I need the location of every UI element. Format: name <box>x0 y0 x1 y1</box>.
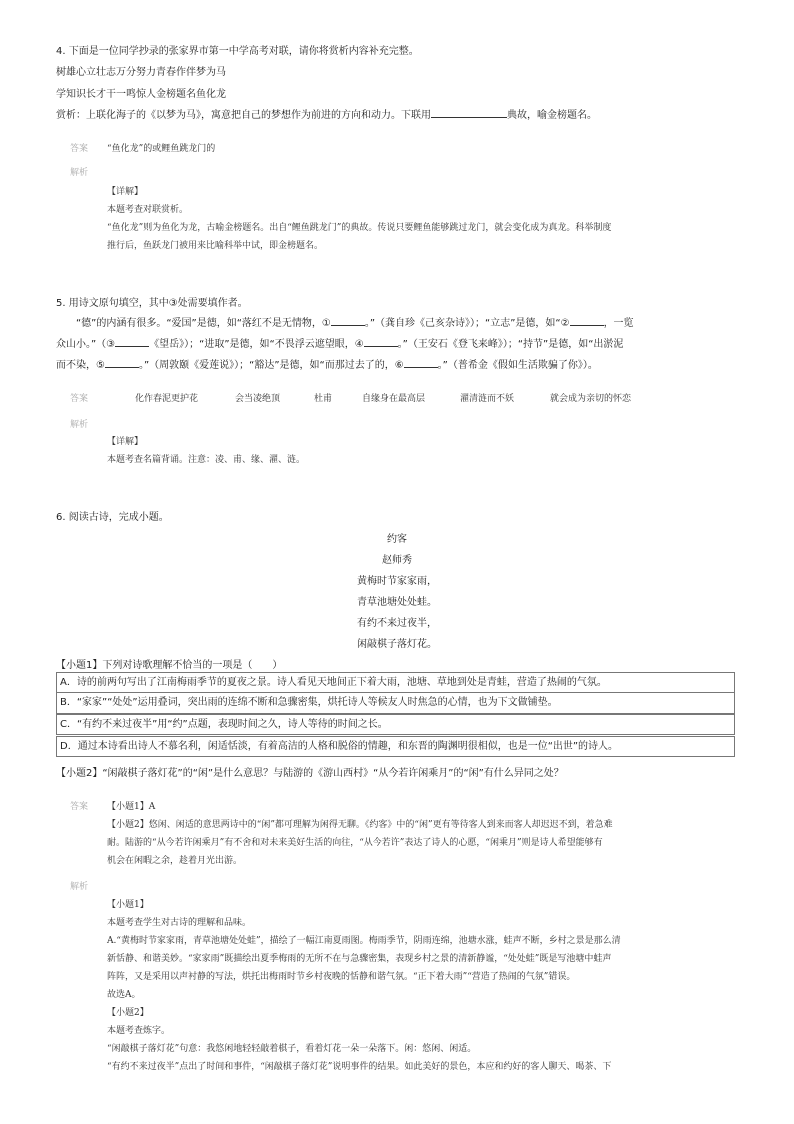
option-c[interactable]: C．“有约不来过夜半”用“约”点题，表现时间之久，诗人等待的时间之长。 <box>56 714 735 735</box>
q5-line2 <box>56 335 623 350</box>
q5-blank-6[interactable] <box>404 357 438 368</box>
q6-a1-2: A.“黄梅时节家家雨，青草池塘处处蛙”，描绘了一幅江南夏雨图。梅雨季节，阴雨连绵，池塘水涨，蛙声不断，乡村之景是那么清 <box>107 936 621 946</box>
q4-couplet-line1: 树雄心立壮志万分努力青春作伴梦为马 <box>56 67 226 78</box>
q4-answer-label: 答案 <box>70 144 89 154</box>
q5-detail-title: 【详解】 <box>107 437 144 447</box>
q6-analysis-label: 解析 <box>70 882 89 892</box>
q5-line2-b: 《望岳》）；“进取”是德，如“不畏浮云遮望眼，④ <box>149 339 364 350</box>
q5-answer-2: 会当凌绝顶 <box>235 394 281 404</box>
q5-title: 5. 用诗文原句填空，其中③处需要填作者。 <box>56 298 248 309</box>
q5-line1-c: ，一览 <box>603 318 634 329</box>
q4-detail-1: 本题考查对联赏析。 <box>107 205 189 215</box>
q6-answer-2c: 机会在闲暇之余，趁着月光出游。 <box>107 856 243 866</box>
q5-line3-c: 。”（普希金《假如生活欺骗了你》）。 <box>437 360 598 371</box>
q6-a1-4: 阵阵，又是采用以声衬静的写法，烘托出梅雨时节乡村夜晚的恬静和谐气氛。“正下着大雨”“营造了热闹的气氛”错误。 <box>107 972 576 982</box>
q4-appreciation-b: 典故，喻金榜题名。 <box>507 110 597 121</box>
q6-a2-3: “有约不来过夜半”点出了时间和事件，“闲敲棋子落灯花”说明事件的结果。如此美好的景色，本应和约好的客人聊天、喝茶、下 <box>107 1062 612 1072</box>
q5-blank-5[interactable] <box>105 357 139 368</box>
q5-detail-1: 本题考查名篇背诵。注意：凌、甫、缘、濯、涟。 <box>107 455 306 465</box>
option-d[interactable]: D．通过本诗看出诗人不慕名利，闲适恬淡，有着高洁的人格和脱俗的情趣，和东晋的陶渊明很相似，也是一位“出世”的诗人。 <box>56 736 735 757</box>
q5-blank-3[interactable] <box>115 336 149 347</box>
q5-line3-a: 而不染，⑤ <box>56 360 105 371</box>
q6-sub2: 【小题2】“闲敲棋子落灯花”的“闲”是什么意思？与陆游的《游山西村》“从今若许闲乘月”的“闲”有什么异同之处？ <box>56 768 564 779</box>
q5-line3-b: 。”（周敦颐《爱莲说》）；“豁达”是德，如“而那过去了的，⑥ <box>138 360 404 371</box>
q6-answer-2b: 耐。陆游的“从今若许闲乘月”有不舍和对未来美好生活的向往，“从今若许”表达了诗人的心愿，“闲乘月”则是诗人希望能够有 <box>107 838 603 848</box>
q6-answer-label: 答案 <box>70 802 89 812</box>
option-a[interactable]: A．诗的前两句写出了江南梅雨季节的夏夜之景。诗人看见天地间正下着大雨，池塘、草地到处是青蛙，营造了热闹的气氛。 <box>56 672 735 693</box>
q4-detail-title: 【详解】 <box>107 187 144 197</box>
poem-line-4: 闲敲棋子落灯花。 <box>357 639 437 650</box>
q5-answer-5: 濯清涟而不妖 <box>460 394 515 404</box>
q5-line1-b: 。”（龚自珍《己亥杂诗》）；“立志”是德，如“② <box>364 318 570 329</box>
q6-a1-5: 故选A。 <box>107 990 141 1000</box>
poem-line-3: 有约不来过夜半， <box>357 618 437 629</box>
q5-blank-1[interactable] <box>331 315 365 326</box>
q5-answer-4: 自缘身在最高层 <box>362 394 426 404</box>
q6-a2-2: “闲敲棋子落灯花”句意：我悠闲地轻轻敲着棋子，看着灯花一朵一朵落下。闲：悠闲、闲适。 <box>107 1044 477 1054</box>
q5-answer-label: 答案 <box>70 394 89 404</box>
q5-line1 <box>76 314 634 329</box>
q4-appreciation <box>56 106 597 121</box>
poem-line-2: 青草池塘处处蛙。 <box>357 597 437 608</box>
q6-a1-3: 新恬静、和谐美妙。“家家雨”既描绘出夏季梅雨的无所不在与急骤密集，表现乡村之景的清新静谧，“处处蛙”既是写池塘中蛙声 <box>107 954 612 964</box>
q4-couplet-line2: 学知识长才干一鸣惊人金榜题名鱼化龙 <box>56 89 226 100</box>
q4-appreciation-a: 赏析：上联化海子的《以梦为马》，寓意把自己的梦想作为前进的方向和动力。下联用 <box>56 110 431 121</box>
q4-analysis-label: 解析 <box>70 168 89 178</box>
q6-answer-2a: 【小题2】悠闲、闲适的意思两诗中的“闲”都可理解为闲得无聊。《约客》中的“闲”更有等待客人到来而客人却迟迟不到，着急难 <box>107 820 613 830</box>
q4-detail-2: “鱼化龙”则为鱼化为龙，古喻金榜题名。出自“鲤鱼跳龙门”的典故。传说只要鲤鱼能够跳过龙门，就会变化成为真龙。科举制度 <box>107 223 612 233</box>
q5-line2-a: 众山小。”（③ <box>56 339 116 350</box>
q5-blank-2[interactable] <box>570 315 604 326</box>
q6-a1-title: 【小题1】 <box>107 900 149 910</box>
q6-sub1: 【小题1】下列对诗歌理解不恰当的一项是（ ） <box>56 660 283 671</box>
q5-blank-4[interactable] <box>364 336 398 347</box>
poem-title: 约客 <box>387 534 407 545</box>
q5-line3 <box>56 356 598 371</box>
q5-answer-6: 就会成为亲切的怀恋 <box>550 394 632 404</box>
q5-line1-a: “德”的内涵有很多。“爱国”是德，如“落红不是无情物，① <box>76 318 331 329</box>
q6-a2-1: 本题考查炼字。 <box>107 1026 171 1036</box>
q4-detail-3: 推行后，鱼跃龙门被用来比喻科举中试，即金榜题名。 <box>107 241 324 251</box>
q4-title: 4. 下面是一位同学抄录的张家界市第一中学高考对联，请你将赏析内容补充完整。 <box>56 46 419 57</box>
q4-answer-blank[interactable] <box>431 107 507 118</box>
q4-answer: “鱼化龙”的或鲤鱼跳龙门的 <box>107 144 216 154</box>
option-b[interactable]: B．“家家”“处处”运用叠词，突出雨的连绵不断和急骤密集，烘托诗人等候友人时焦急的心情，也为下文做铺垫。 <box>56 693 735 714</box>
q5-answer-3: 杜甫 <box>314 394 333 404</box>
q5-analysis-label: 解析 <box>70 420 89 430</box>
q5-answer-1: 化作春泥更护花 <box>135 394 199 404</box>
poem-author: 赵师秀 <box>382 555 412 566</box>
q6-answer-1: 【小题1】A <box>107 802 156 812</box>
q6-title: 6. 阅读古诗，完成小题。 <box>56 512 169 523</box>
q5-line2-c: 。”（王安石《登飞来峰》）；“持节”是德，如“出淤泥 <box>397 339 624 350</box>
poem-line-1: 黄梅时节家家雨， <box>357 576 437 587</box>
q6-a2-title: 【小题2】 <box>107 1008 149 1018</box>
q6-a1-1: 本题考查学生对古诗的理解和品味。 <box>107 918 252 928</box>
